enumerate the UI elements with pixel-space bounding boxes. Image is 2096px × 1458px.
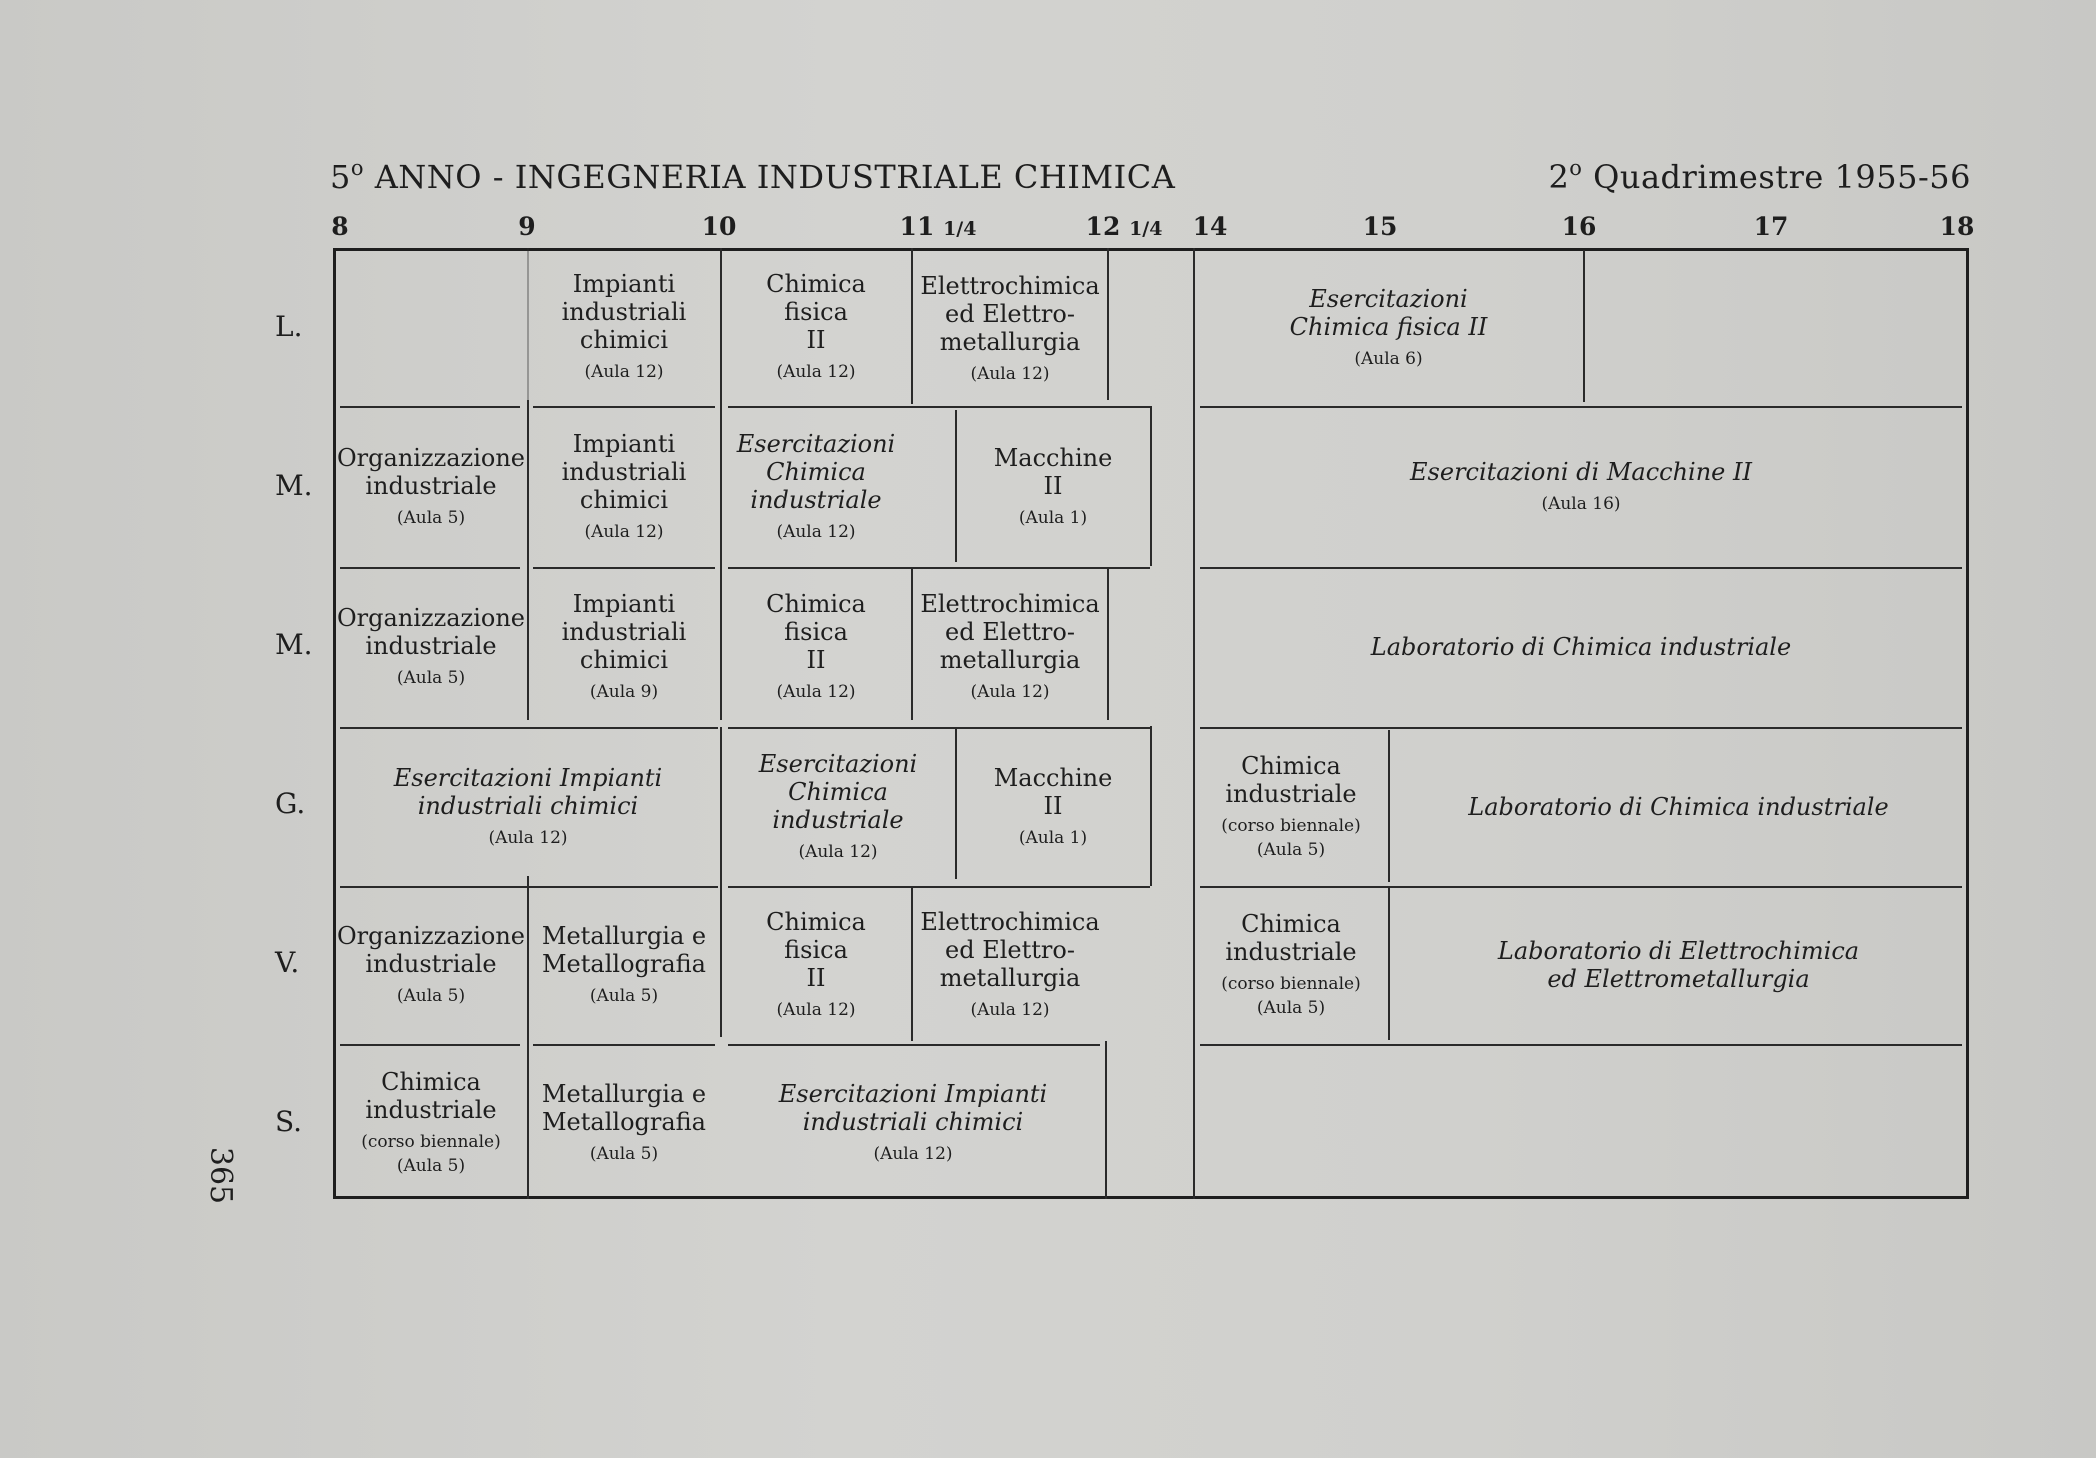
day-sabato: S. — [275, 1105, 303, 1138]
schedule-title: 5$^o$ ANNO - INGEGNERIA INDUSTRIALE CHIMICA — [330, 156, 1176, 196]
lesson-cell — [1194, 412, 1968, 562]
grid-line — [1583, 250, 1585, 402]
lesson-cell — [912, 572, 1108, 722]
course-note: (corso biennale) — [1221, 974, 1361, 994]
lesson-cell — [528, 572, 720, 722]
lesson-cell — [721, 572, 911, 722]
room-label: (Aula 12) — [873, 1144, 953, 1164]
lesson-cell — [528, 256, 720, 398]
day-giovedi: G. — [275, 787, 306, 820]
room-label: (Aula 5) — [589, 1144, 659, 1164]
lesson-cell — [1194, 256, 1583, 400]
lesson-cell — [336, 732, 720, 882]
hour-17: 17 — [1753, 212, 1789, 241]
hour-16: 16 — [1561, 212, 1597, 241]
lesson-title: Macchine II — [993, 764, 1113, 820]
lesson-cell — [721, 256, 911, 398]
lesson-title: Chimica fisica II — [766, 590, 866, 674]
hour-8: 8 — [331, 212, 349, 241]
room-label: (Aula 1) — [1018, 828, 1088, 848]
room-label: (Aula 5) — [396, 668, 466, 688]
lesson-cell — [528, 1050, 720, 1196]
grid-line — [1200, 406, 1962, 408]
page-number: 365 — [203, 1146, 239, 1205]
lesson-cell — [336, 1050, 526, 1196]
lesson-cell — [956, 412, 1150, 562]
room-label: (Aula 16) — [1541, 494, 1621, 514]
lesson-title: Esercitazioni di Macchine II — [1410, 458, 1752, 486]
lesson-title: Elettrochimica ed Elettro- metallurgia — [920, 908, 1100, 992]
room-label: (Aula 5) — [396, 508, 466, 528]
lesson-title: Laboratorio di Elettrochimica ed Elettrometallurgia — [1497, 937, 1860, 993]
lesson-cell — [336, 572, 526, 722]
lesson-cell — [721, 890, 911, 1040]
hour-10: 10 — [701, 212, 737, 241]
room-label: (Aula 12) — [584, 362, 664, 382]
grid-line — [340, 727, 718, 729]
day-venerdi: V. — [275, 946, 300, 979]
grid-line — [340, 886, 718, 888]
room-label: (Aula 5) — [396, 986, 466, 1006]
room-label: (Aula 12) — [970, 364, 1050, 384]
room-label: (Aula 1) — [1018, 508, 1088, 528]
room-label: (Aula 12) — [776, 362, 856, 382]
room-label: (Aula 12) — [970, 1000, 1050, 1020]
grid-line — [1200, 1044, 1962, 1046]
grid-line — [533, 406, 715, 408]
room-label: (Aula 12) — [776, 682, 856, 702]
course-note: (corso biennale) — [1221, 816, 1361, 836]
lesson-title: Impianti industriali chimici — [561, 430, 687, 514]
lesson-title: Esercitazioni Impianti industriali chimici — [393, 764, 663, 820]
room-label: (Aula 6) — [1354, 349, 1423, 369]
lesson-cell — [721, 412, 911, 562]
room-label: (Aula 12) — [798, 842, 878, 862]
lesson-title: Laboratorio di Chimica industriale — [1370, 633, 1792, 661]
lesson-cell — [1389, 732, 1968, 882]
lesson-cell — [1194, 732, 1388, 882]
lesson-cell — [336, 890, 526, 1040]
grid-line — [340, 567, 520, 569]
lesson-cell — [721, 1050, 1105, 1196]
day-mercoledi: M. — [275, 628, 313, 661]
grid-line — [340, 406, 520, 408]
lesson-title: Organizzazione industriale — [337, 604, 525, 660]
grid-line — [728, 727, 1150, 729]
lesson-title: Chimica fisica II — [766, 908, 866, 992]
room-label: (Aula 12) — [488, 828, 568, 848]
term-label: 2$^o$ Quadrimestre 1955-56 — [1548, 156, 1971, 196]
room-label: (Aula 12) — [776, 522, 856, 542]
lesson-title: Elettrochimica ed Elettro- metallurgia — [920, 590, 1100, 674]
lesson-title: Elettrochimica ed Elettro- metallurgia — [920, 272, 1100, 356]
lesson-title: Chimica industriale — [365, 1068, 497, 1124]
lesson-title: Organizzazione industriale — [337, 444, 525, 500]
room-label: (Aula 5) — [589, 986, 659, 1006]
course-note: (corso biennale) — [361, 1132, 501, 1152]
lesson-cell — [912, 256, 1108, 402]
lesson-title: Chimica industriale — [1225, 752, 1357, 808]
grid-line — [728, 406, 1150, 408]
grid-line — [728, 567, 1150, 569]
room-label: (Aula 12) — [970, 682, 1050, 702]
lesson-cell — [528, 890, 720, 1040]
lesson-title: Macchine II — [993, 444, 1113, 500]
room-label: (Aula 12) — [584, 522, 664, 542]
room-label: (Aula 12) — [776, 1000, 856, 1020]
grid-line — [1150, 406, 1152, 566]
hour-14: 14 — [1192, 212, 1228, 241]
grid-line — [1200, 727, 1962, 729]
lesson-title: Chimica industriale — [1225, 910, 1357, 966]
room-label: (Aula 5) — [1256, 998, 1326, 1018]
lesson-title: Laboratorio di Chimica industriale — [1468, 793, 1889, 821]
lesson-cell — [1389, 890, 1968, 1040]
lesson-title: Esercitazioni Chimica industriale — [736, 430, 896, 514]
lesson-title: Metallurgia e Metallografia — [541, 1080, 707, 1136]
hour-12-quarter: 12 1/4 — [1085, 212, 1163, 241]
grid-line — [340, 1044, 520, 1046]
lesson-title: Esercitazioni Chimica fisica II — [1289, 285, 1488, 341]
lesson-cell — [336, 412, 526, 562]
room-label: (Aula 9) — [589, 682, 659, 702]
hour-9: 9 — [518, 212, 536, 241]
grid-line — [1200, 886, 1962, 888]
grid-line — [1200, 567, 1962, 569]
grid-line — [1150, 726, 1152, 886]
lesson-cell — [1194, 890, 1388, 1040]
lesson-title: Organizzazione industriale — [337, 922, 525, 978]
lesson-title: Impianti industriali chimici — [561, 590, 687, 674]
day-lunedi: L. — [275, 310, 303, 343]
hour-11-quarter: 11 1/4 — [899, 212, 977, 241]
room-label: (Aula 5) — [396, 1156, 466, 1176]
grid-line — [533, 567, 715, 569]
lesson-title: Impianti industriali chimici — [561, 270, 687, 354]
lesson-title: Chimica fisica II — [766, 270, 866, 354]
lesson-title: Metallurgia e Metallografia — [541, 922, 707, 978]
grid-line — [533, 1044, 715, 1046]
hour-15: 15 — [1362, 212, 1398, 241]
lesson-cell — [956, 732, 1150, 882]
lesson-cell — [1194, 572, 1968, 722]
lesson-cell — [528, 412, 720, 562]
grid-line — [728, 886, 1150, 888]
lesson-cell — [721, 732, 955, 882]
lesson-title: Esercitazioni Chimica industriale — [758, 750, 918, 834]
room-label: (Aula 5) — [1256, 840, 1326, 860]
lesson-title: Esercitazioni Impianti industriali chimici — [778, 1080, 1048, 1136]
day-martedi: M. — [275, 469, 313, 502]
hour-18: 18 — [1939, 212, 1975, 241]
grid-line — [728, 1044, 1100, 1046]
lesson-cell — [912, 890, 1108, 1040]
grid-line — [1105, 1041, 1107, 1199]
